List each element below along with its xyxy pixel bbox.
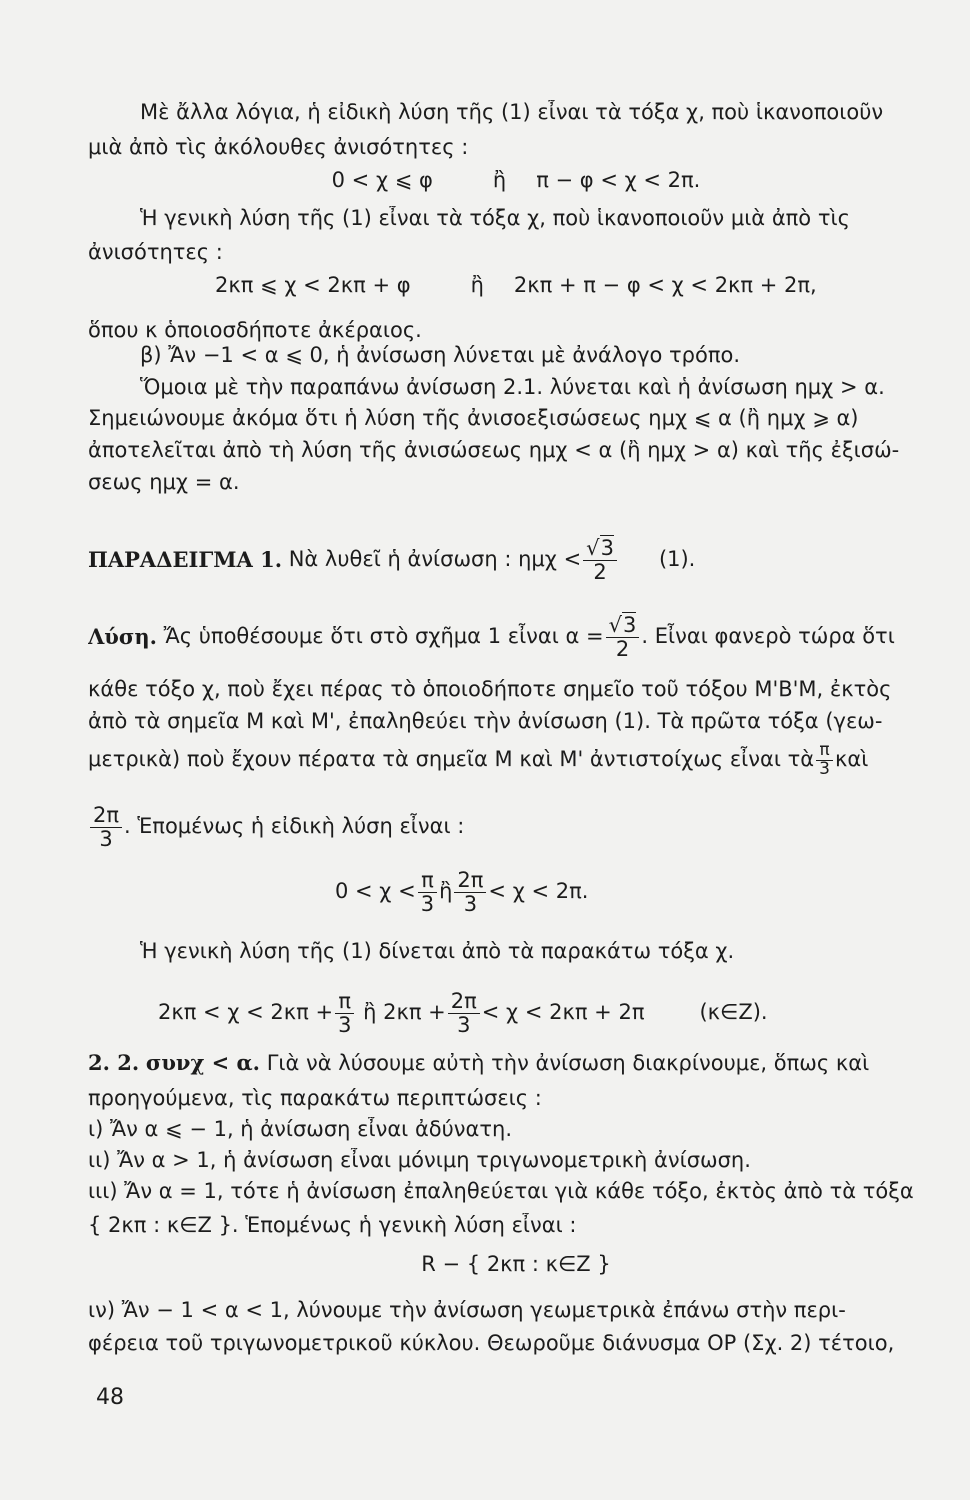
- text-line: κάθε τόξο χ, ποὺ ἔχει πέρας τὸ ὁποιοδήποτε σημεῖο τοῦ τόξου Μ'Β'Μ, ἐκτὸς: [88, 677, 892, 701]
- vector-op: $\overline{OP}$: [707, 1331, 737, 1355]
- text-line: Μὲ ἄλλα λόγια, ἡ εἰδικὴ λύση τῆς (1) εἶναι τὰ τόξα χ, ποὺ ἱκανοποιοῦν: [140, 100, 884, 124]
- text-line: { 2κπ : κ∈Z }. Ἑπομένως ἡ γενικὴ λύση εἶναι :: [88, 1213, 577, 1237]
- section-heading: 2. 2. συνχ < α. Γιὰ νὰ λύσουμε αὐτὴ τὴν ἀνίσωση διακρίνουμε, ὅπως καὶ: [88, 1050, 870, 1075]
- inequality: 2κπ ⩽ χ < 2κπ + φ ἢ 2κπ + π − φ < χ < 2κπ + 2π,: [215, 273, 817, 297]
- text-line: $\frac{2\pi}{3}$ . Ἑπομένως ἡ εἰδικὴ λύση εἶναι :: [88, 800, 944, 854]
- set-expression: R − { 2κπ : κ∈Z }: [421, 1252, 611, 1276]
- text-line: Ἡ γενικὴ λύση τῆς (1) εἶναι τὰ τόξα χ, ποὺ ἱκανοποιοῦν μιὰ ἀπὸ τὶς: [140, 206, 850, 230]
- fraction: $\frac{\pi}{3}$: [418, 869, 437, 914]
- fraction: $\frac{\pi}{3}$: [816, 742, 833, 779]
- text-line: Ὅμοια μὲ τὴν παραπάνω ἀνίσωση 2.1. λύνεται καὶ ἡ ἀνίσωση ημχ > α.: [140, 375, 885, 399]
- text-line: ὅπου κ ὁποιοσδήποτε ἀκέραιος.: [88, 318, 422, 342]
- fraction: $\frac{√3}{2}$: [606, 614, 640, 659]
- text-line: ἀποτελεῖται ἀπὸ τὴ λύση τῆς ἀνισώσεως ημχ < α (ἢ ημχ > α) καὶ τῆς ἐξισώ-: [88, 438, 900, 462]
- text-line: προηγούμενα, τὶς παρακάτω περιπτώσεις :: [88, 1086, 542, 1110]
- text-line: μιὰ ἀπὸ τὶς ἀκόλουθες ἀνισότητες :: [88, 135, 469, 159]
- fraction: $\frac{2\pi}{3}$: [454, 869, 486, 914]
- fraction: $\frac{2\pi}{3}$: [90, 804, 122, 849]
- case-item: ιν) Ἄν − 1 < α < 1, λύνουμε τὴν ἀνίσωση γεωμετρικὰ ἐπάνω στὴν περι-: [88, 1298, 846, 1322]
- text-line: Ἡ γενικὴ λύση τῆς (1) δίνεται ἀπὸ τὰ παρακάτω τόξα χ.: [140, 939, 735, 963]
- case-item: ιι) Ἄν α > 1, ἡ ἀνίσωση εἶναι μόνιμη τριγωνομετρικὴ ἀνίσωση.: [88, 1148, 751, 1172]
- fraction: $\frac{√3}{2}$: [583, 537, 617, 582]
- text-line: Σημειώνουμε ἀκόμα ὅτι ἡ λύση τῆς ἀνισοεξισώσεως ημχ ⩽ α (ἢ ημχ ⩾ α): [88, 406, 859, 430]
- inequality: 0 < χ ⩽ φ ἢ π − φ < χ < 2π.: [331, 168, 701, 192]
- page-number: 48: [96, 1385, 124, 1410]
- case-item: ι) Ἄν α ⩽ − 1, ἡ ἀνίσωση εἶναι ἀδύνατη.: [88, 1117, 513, 1141]
- text-line: ἀπὸ τὰ σημεῖα Μ καὶ Μ', ἐπαληθεύει τὴν ἀνίσωση (1). Τὰ πρῶτα τόξα (γεω-: [88, 709, 883, 733]
- text-line: Λύση. Ἄς ὑποθέσουμε ὅτι στὸ σχῆμα 1 εἶναι α = $\frac{√3}{2}$ . Εἶναι φανερὸ τώρα ὅτι: [88, 613, 895, 661]
- example-label: ΠΑΡΑΔΕΙΓΜΑ 1.: [88, 547, 283, 573]
- text-line: β) Ἄν −1 < α ⩽ 0, ἡ ἀνίσωση λύνεται μὲ ἀνάλογο τρόπο.: [140, 343, 741, 367]
- fraction: $\frac{\pi}{3}$: [335, 990, 354, 1035]
- fraction: $\frac{2\pi}{3}$: [448, 990, 480, 1035]
- text-line: μετρικὰ) ποὺ ἔχουν πέρατα τὰ σημεῖα Μ καὶ Μ' ἀντιστοίχως εἶναι τὰ $\frac{\pi}{3}$ καὶ: [88, 739, 869, 779]
- case-item: ιιι) Ἄν α = 1, τότε ἡ ἀνίσωση ἐπαληθεύεται γιὰ κάθε τόξο, ἐκτὸς ἀπὸ τὰ τόξα: [88, 1179, 914, 1203]
- example-heading: ΠΑΡΑΔΕΙΓΜΑ 1. Νὰ λυθεῖ ἡ ἀνίσωση : ημχ < $\frac{√3}{2}$ (1).: [88, 536, 696, 584]
- text-line: ἀνισότητες :: [88, 240, 223, 264]
- inequality: 0 < χ < $\frac{\pi}{3}$ ἢ $\frac{2\pi}{3}$ < χ < 2π.: [335, 868, 589, 916]
- inequality: 2κπ < χ < 2κπ + $\frac{\pi}{3}$ ἢ 2κπ + $\frac{2\pi}{3}$ < χ < 2κπ + 2π (κ∈Z).: [158, 989, 768, 1037]
- solution-label: Λύση.: [88, 624, 157, 650]
- text-line: σεως ημχ = α.: [88, 470, 240, 494]
- text-line: φέρεια τοῦ τριγωνομετρικοῦ κύκλου. Θεωροῦμε διάνυσμα $\overline{OP}$ (Σχ. 2) τέτοιο,: [88, 1331, 895, 1355]
